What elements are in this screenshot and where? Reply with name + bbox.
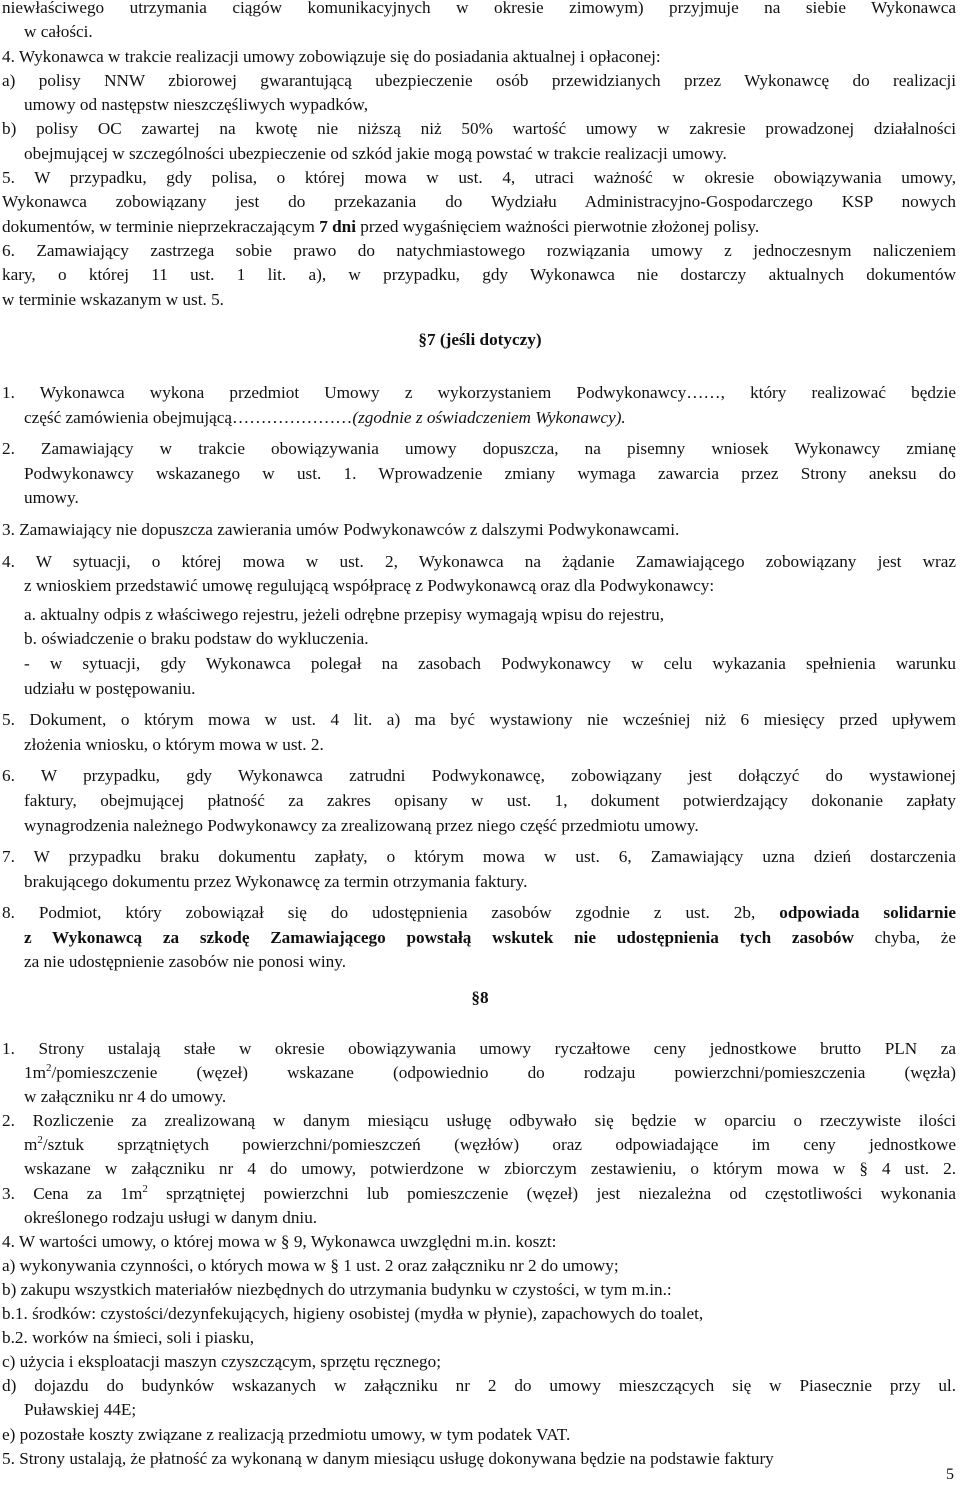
text-run: sprzątniętej powierzchni lub pomieszczenie (węzeł) jest niezależna od częstotliwości wykonania [147,1183,956,1203]
text-line: w całości. [24,22,93,42]
item-7-3: 3. Zamawiający nie dopuszcza zawierania umów Podwykonawców z dalszymi Podwykonawcami. [2,519,680,539]
item-8-1-cont: w załączniku nr 4 do umowy. [24,1087,227,1107]
superscript: 2 [37,1134,43,1147]
section-7-body [2,381,956,975]
text-run: część zamówienia obejmującą………………… [24,407,353,427]
paragraph-4a: a) polisy NNW zbiorowej gwarantującą ubezpieczenie osób przewidzianych przez Wykonawcę do realizacji [2,70,956,90]
item-7-4: 4. W sytuacji, o której mowa w ust. 2, Wykonawca na żądanie Zamawiającego zobowiązany jest wraz [2,551,956,571]
paragraph-5-cont [2,215,956,239]
superscript: 2 [142,1182,148,1195]
item-7-8 [2,901,956,926]
item-8-4-d: d) dojazdu do budynków wskazanych w załączniku nr 2 do umowy mieszczących się w Piasecznie przy ul. [2,1376,956,1396]
item-8-1-cont [2,1061,956,1085]
item-7-1: 1. Wykonawca wykona przedmiot Umowy z wykorzystaniem Podwykonawcy……, który realizować będzie [2,383,956,402]
item-8-4-d-cont: Puławskiej 44E; [24,1400,137,1420]
item-7-7-cont: brakującego dokumentu przez Wykonawcę za termin otrzymania faktury. [24,871,528,891]
text-run: dokumentów, w terminie nieprzekraczającym [2,216,320,236]
item-7-8-cont [2,926,956,951]
item-8-1: 1. Strony ustalają stałe w okresie obowiązywania umowy ryczałtowe ceny jednostkowe brutto PLN za [2,1039,956,1058]
item-8-2-cont [2,1133,956,1157]
item-7-5-cont: złożenia wniosku, o którym mowa w ust. 2. [24,734,324,754]
item-7-4-c-cont: udziału w postępowaniu. [24,678,196,698]
text-run: chyba, że [853,927,956,947]
item-8-4-b: b) zakupu wszystkich materiałów niezbędnych do utrzymania budynku w czystości, w tym m.in.: [2,1279,672,1299]
bold-term: z Wykonawcą za szkodę Zamawiającego powstałą wskutek nie udostępnienia tych zasobów [24,927,854,947]
item-7-4-b: b. oświadczenie o braku podstaw do wykluczenia. [24,629,369,649]
item-8-2-cont: wskazane w załączniku nr 4 do umowy, potwierdzone w zbiorczym zestawieniu, o którym mowa w § 4 ust. 2. [24,1159,956,1179]
bold-term: 7 dni [319,216,356,236]
item-7-2-cont: Podwykonawcy wskazanego w ust. 1. Wprowadzenie zmiany wymaga zawarcia przez Strony aneksu do [24,463,956,483]
item-7-4-c: - w sytuacji, gdy Wykonawca polegał na zasobach Podwykonawcy w celu wykazania spełnienia warunku [24,653,956,673]
item-8-4-e: e) pozostałe koszty związane z realizacją przedmiotu umowy, w tym podatek VAT. [2,1424,571,1444]
text-run: 3. Cena za 1m [2,1183,143,1203]
section-continuation [2,0,956,312]
item-8-4-a: a) wykonywania czynności, o których mowa w § 1 ust. 2 oraz załączniku nr 2 do umowy; [2,1255,619,1275]
item-7-4-a: a. aktualny odpis z właściwego rejestru, jeżeli odrębne przepisy wymagają wpisu do rejestru, [24,604,665,624]
paragraph-4b: b) polisy OC zawartej na kwotę nie niższą niż 50% wartość umowy w zakresie prowadzonej działalności [2,119,956,139]
item-8-4-b1: b.1. środków: czystości/dezynfekujących, higieny osobistej (mydła w płynie), zapachowych do toalet, [2,1304,704,1324]
item-7-5: 5. Dokument, o którym mowa w ust. 4 lit. a) ma być wystawiony nie wcześniej niż 6 miesięcy przed upływem [2,710,956,730]
text-run: 8. Podmiot, który zobowiązał się do udostępnienia zasobów zgodnie z ust. 2b, [2,903,780,923]
item-8-2: 2. Rozliczenie za zrealizowaną w danym miesiącu usługę odbywało się będzie w oparciu o rzeczywiste ilości [2,1111,956,1131]
item-8-4-c: c) użycia i eksploatacji maszyn czyszczącym, sprzętu ręcznego; [2,1352,442,1372]
item-7-6: 6. W przypadku, gdy Wykonawca zatrudni Podwykonawcę, zobowiązany jest dołączyć do wystawionej [2,766,956,786]
text-run: przed wygaśnięciem ważności pierwotnie złożonej polisy. [356,216,760,236]
paragraph-4b-cont: obejmującej w szczególności ubezpieczenie od szkód jakie mogą powstać w trakcie realizacji umowy. [24,143,727,163]
item-7-2: 2. Zamawiający w trakcie obowiązywania umowy dopuszcza, na pisemny wniosek Wykonawcy zmianę [2,439,956,459]
text-line: niewłaściwego utrzymania ciągów komunikacyjnych w okresie zimowym) przyjmuje na siebie Wykonawca [2,0,956,17]
item-8-4-b2: b.2. worków na śmieci, soli i piasku, [2,1328,255,1348]
text-run: 1m [24,1063,46,1083]
section-7-heading: §7 (jeśli dotyczy) [418,330,542,349]
superscript: 2 [45,1062,52,1075]
item-7-4-cont: z wnioskiem przedstawić umowę regulującą współpracę z Podwykonawcą oraz dla Podwykonawcy: [24,576,715,596]
text-run: m [24,1135,38,1155]
paragraph-6-cont: kary, o której 11 ust. 1 lit. a), w przypadku, gdy Wykonawca nie dostarczy aktualnych dokumentów [2,265,956,285]
paragraph-6-cont: w terminie wskazanym w ust. 5. [2,289,224,309]
section-8-heading: §8 [471,988,489,1007]
section-8-body [2,1037,956,1471]
item-7-8-cont: za nie udostępnienie zasobów nie ponosi winy. [24,952,347,972]
item-7-2-cont: umowy. [24,488,79,508]
bold-term: odpowiada solidarnie [779,903,956,923]
item-7-7: 7. W przypadku braku dokumentu zapłaty, o którym mowa w ust. 6, Zamawiający uzna dzień dostarczenia [2,847,956,867]
paragraph-4a-cont: umowy od następstw nieszczęśliwych wypadków, [24,95,368,115]
item-8-3 [2,1182,956,1206]
item-8-3-cont: określonego rodzaju usługi w danym dniu. [24,1207,318,1227]
paragraph-5-cont: Wykonawca zobowiązany jest do przekazania do Wydziału Administracyjno-Gospodarczego KSP nowych [2,192,956,212]
page-number: 5 [946,1466,954,1483]
paragraph-4: 4. Wykonawca w trakcie realizacji umowy zobowiązuje się do posiadania aktualnej i opłaconej: [2,46,661,66]
item-8-4: 4. W wartości umowy, o której mowa w § 9, Wykonawca uwzględni m.in. koszt: [2,1231,557,1251]
paragraph-5: 5. W przypadku, gdy polisa, o której mowa w ust. 4, utraci ważność w okresie obowiązywania umowy, [2,168,956,188]
item-7-6-cont: faktury, obejmującej płatność za zakres opisany w ust. 1, dokument potwierdzający dokonanie zapłaty [24,790,956,810]
text-run: /sztuk sprzątniętych powierzchni/pomieszczeń (węzłów) oraz odpowiadające im ceny jednostkowe [42,1135,956,1155]
item-8-5: 5. Strony ustalają, że płatność za wykonaną w danym miesiącu usługę dokonywana będzie na podstawie faktury [2,1448,774,1468]
paragraph-6: 6. Zamawiający zastrzega sobie prawo do natychmiastowego rozwiązania umowy z jednoczesnym naliczeniem [2,240,956,260]
item-7-1-cont [2,406,956,431]
italic-note: (zgodnie z oświadczeniem Wykonawcy). [352,407,626,427]
text-run: /pomieszczenie (węzeł) wskazane (odpowiednio do rodzaju powierzchni/pomieszczenia (węzła) [51,1063,956,1083]
item-7-6-cont: wynagrodzenia należnego Podwykonawcy za zrealizowaną przez niego część przedmiotu umowy. [24,815,699,835]
